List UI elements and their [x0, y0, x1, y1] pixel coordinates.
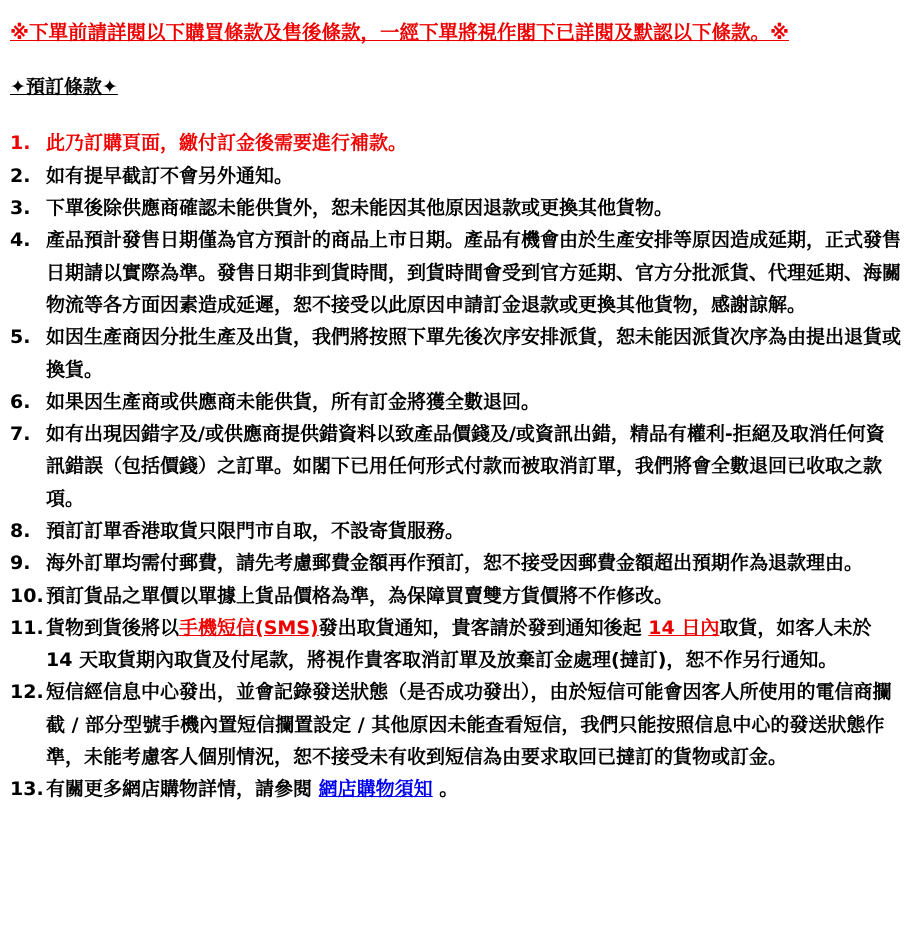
term-number: 8.: [10, 520, 31, 542]
term-text: 如果因生產商或供應商未能供貨，所有訂金將獲全數退回。: [46, 390, 541, 413]
term-text: 海外訂單均需付郵費，請先考慮郵費金額再作預訂，恕不接受因郵費金額超出預期作為退款理由。: [46, 552, 864, 575]
term-number: 12.: [10, 681, 44, 704]
term-item-2: [10, 160, 901, 192]
term-text: 預訂貨品之單價以單據上貨品價格為準，為保障買賣雙方貨價將不作修改。: [46, 584, 674, 607]
term-item-3: [10, 192, 901, 224]
term-text: 如有出現因錯字及/或供應商提供錯資料以致產品價錢及/或資訊出錯，精品有權利-拒絕及取消任何資訊錯誤（包括價錢）之訂單。如閣下已用任何形式付款而被取消訂單，我們將會全數退回已收取之款項。: [46, 423, 885, 510]
term-item-10: [10, 580, 901, 612]
shop-guide-link[interactable]: 網店購物須知: [318, 778, 433, 801]
term-number: 5.: [10, 326, 31, 349]
term-text: 如因生產商因分批生產及出貨，我們將按照下單先後次序安排派貨，恕未能因派貨次序為由提出退貨或換貨。: [46, 326, 902, 381]
terms-list: [10, 127, 901, 805]
term-number: 9.: [10, 552, 31, 575]
term-highlight: 手機短信(SMS): [179, 616, 319, 639]
term-text: 。: [432, 778, 459, 801]
term-item-11: [10, 612, 901, 677]
term-text: 貨物到貨後將以: [46, 616, 180, 639]
term-text: 此乃訂購頁面，繳付訂金後需要進行補款。: [46, 132, 408, 155]
term-highlight: 14 日內: [648, 616, 720, 639]
term-item-6: [10, 386, 901, 418]
term-number: 11.: [10, 616, 44, 639]
term-number: 2.: [10, 164, 31, 187]
term-text: 下單後除供應商確認未能供貨外，恕未能因其他原因退款或更換其他貨物。: [46, 197, 674, 220]
term-item-5: [10, 321, 901, 386]
term-number: 6.: [10, 390, 31, 413]
term-item-9: [10, 547, 901, 579]
term-item-1: [10, 127, 901, 159]
term-text: 預訂訂單香港取貨只限門市自取，不設寄貨服務。: [46, 520, 465, 542]
term-number: 10.: [10, 584, 44, 607]
term-number: 13.: [10, 778, 44, 801]
term-item-8: [10, 515, 901, 547]
term-number: 3.: [10, 197, 31, 220]
term-item-12: [10, 676, 901, 773]
term-text: 發出取貨通知，貴客請於發到通知後起: [318, 616, 649, 639]
term-item-7: [10, 418, 901, 515]
term-number: 4.: [10, 229, 31, 252]
term-item-4: [10, 224, 901, 321]
term-item-13: [10, 773, 901, 805]
term-text: 取貨，如客人未於 14 天取貨期內取貨及付尾款，將視作貴客取消訂單及放棄訂金處理(撻訂)，恕不作另行通知。: [46, 616, 872, 672]
term-text: 產品預計發售日期僅為官方預計的商品上市日期。產品有機會由於生產安排等原因造成延期，正式發售日期請以實際為準。發售日期非到貨時間，到貨時間會受到官方延期、官方分批派貨、代理延期、海關物流等各方面因素造成延遲，恕不接受以此原因申請訂金退款或更換其他貨物，感謝諒解。: [46, 229, 902, 316]
term-number: 7.: [10, 423, 31, 446]
term-number: 1.: [10, 132, 31, 155]
header-warning: ※下單前請詳閱以下購買條款及售後條款，一經下單將視作閣下已詳閱及默認以下條款。※: [10, 21, 789, 44]
section-title: ✦預訂條款✦: [10, 76, 118, 99]
term-text: 如有提早截訂不會另外通知。: [46, 164, 294, 187]
term-text: 短信經信息中心發出，並會記錄發送狀態（是否成功發出），由於短信可能會因客人所使用的電信商攔截 / 部分型號手機內置短信攔置設定 / 其他原因未能查看短信，我們只能按照信息中心的發送狀態作準，未能考慮客人個別情況，恕不接受未有收到短信為由要求取回已撻訂的貨物或訂金。: [46, 681, 892, 769]
term-text: 有關更多網店購物詳情，請參閱: [46, 778, 319, 801]
